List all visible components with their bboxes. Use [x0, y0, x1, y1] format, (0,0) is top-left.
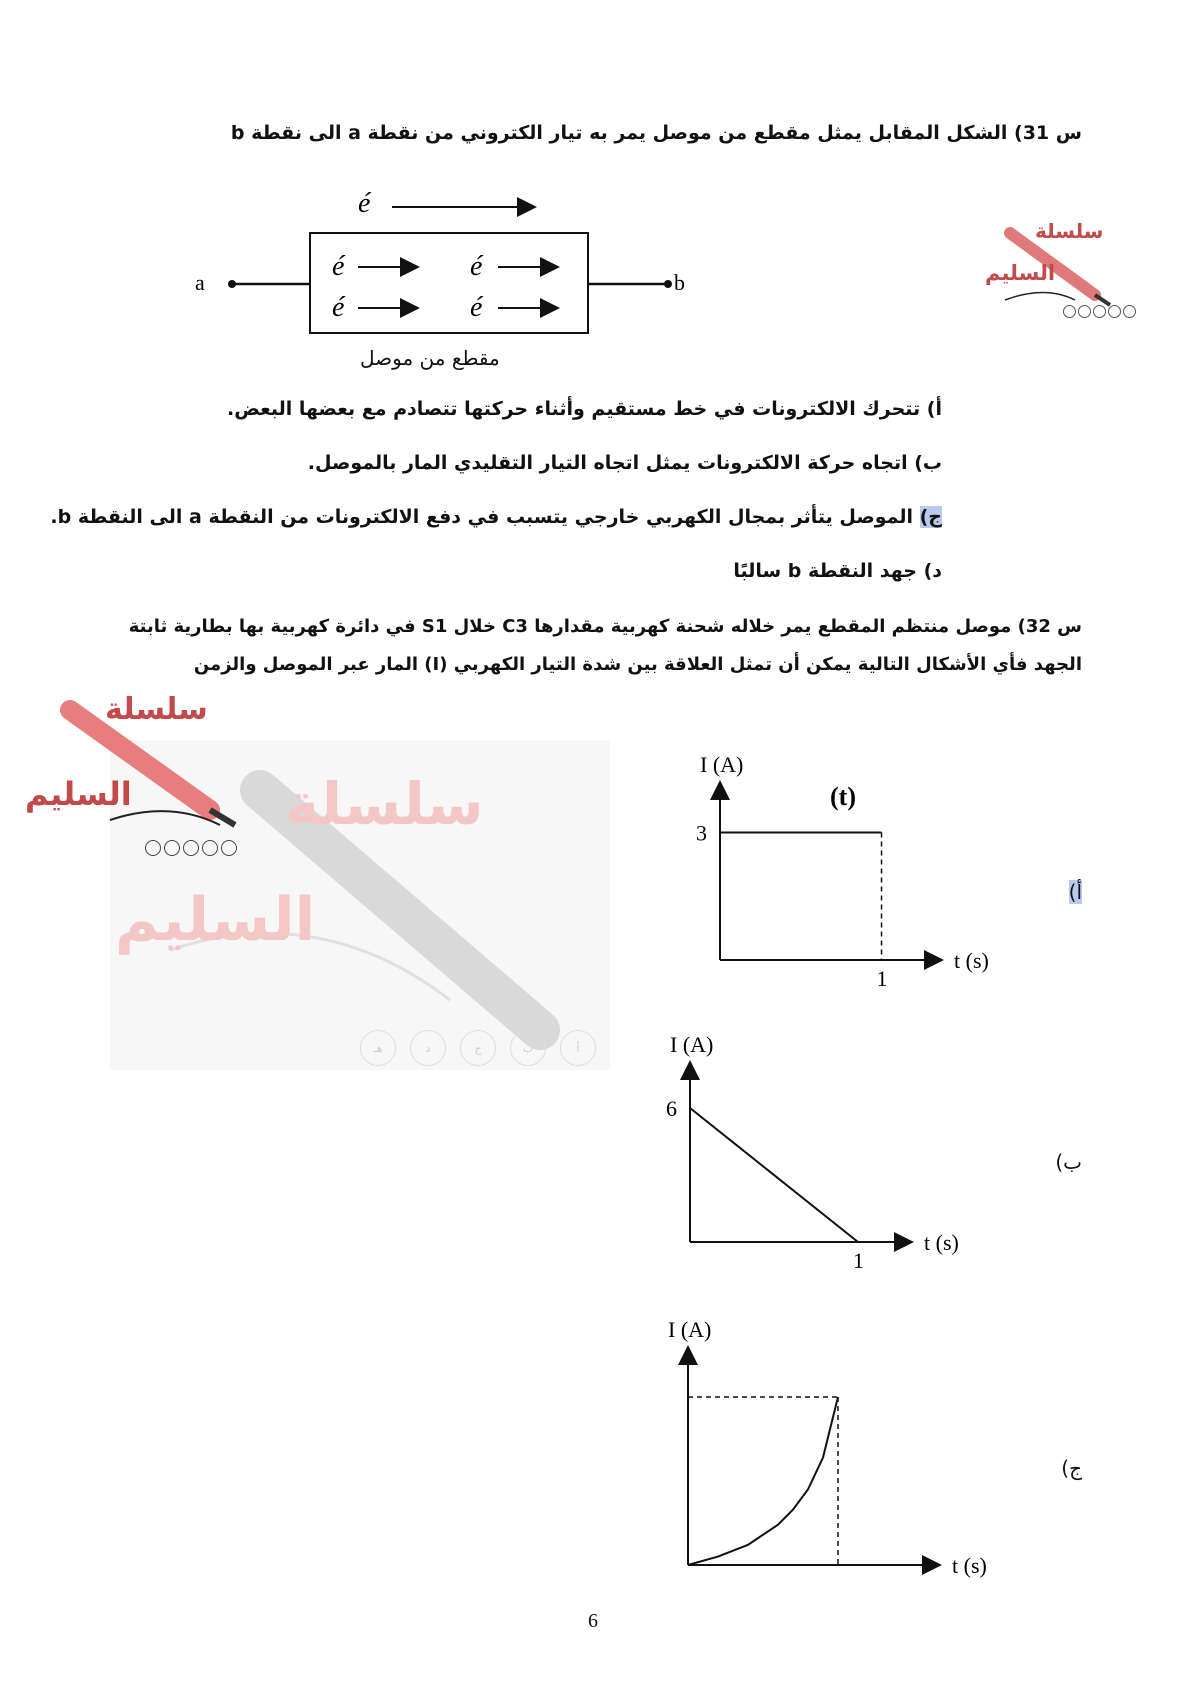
point-b-label: b [674, 270, 685, 295]
option-letter: ب) [914, 452, 942, 474]
watermark-dots-large [360, 1030, 596, 1066]
electron-symbol: é [332, 292, 345, 323]
dot: ب [510, 1030, 546, 1066]
y-axis-label: I (A) [670, 1032, 714, 1057]
q32-line1: س 32) موصل منتظم المقطع يمر خلاله شحنة كهربية مقدارها C3 خلال S1 في دائرة كهربية بها بطارية ثابتة [128, 616, 1082, 637]
watermark [20, 692, 610, 1080]
logo-small-word1: سلسلة [1035, 219, 1104, 243]
option-text: اتجاه حركة الالكترونات يمثل اتجاه التيار التقليدي المار بالموصل. [307, 452, 915, 474]
dot: د [410, 1030, 446, 1066]
conductor-caption: مقطع من موصل [360, 346, 500, 370]
dot [164, 840, 180, 856]
x-axis-label: t (s) [924, 1230, 959, 1255]
graph-option-b [650, 1032, 970, 1300]
logo-small-word2: السليم [985, 261, 1056, 285]
y-axis-label: I (A) [668, 1317, 712, 1342]
conductor-box [310, 233, 588, 333]
q31-option-d[interactable] [733, 560, 942, 582]
q32-line2: الجهد فأي الأشكال التالية يمكن أن تمثل العلاقة بين شدة التيار الكهربي (I) المار عبر الموصل والزمن [193, 654, 1082, 675]
graph-option-c [650, 1317, 990, 1600]
electron-symbol: é [470, 251, 483, 282]
dot: أ [560, 1030, 596, 1066]
x-axis-label: t (s) [952, 1553, 987, 1578]
page-number: 6 [588, 1610, 598, 1632]
dot [202, 840, 218, 856]
y-tick-label: 6 [666, 1095, 677, 1121]
y-tick-label: 3 [696, 820, 707, 846]
watermark-big-word1: سلسلة [285, 770, 484, 838]
option-letter: ج) [919, 506, 942, 528]
q32-option-c-letter[interactable]: ج) [1061, 1456, 1082, 1480]
graph-option-a [680, 752, 1000, 1020]
electron-symbol: é [332, 251, 345, 282]
point-b-dot [664, 280, 672, 288]
option-text: جهد النقطة b سالبًا [733, 560, 924, 582]
electron-symbol: é [470, 292, 483, 323]
q31-option-b[interactable] [308, 452, 942, 474]
dot [221, 840, 237, 856]
watermark-dots-small [145, 840, 237, 856]
data-line [690, 1108, 858, 1242]
logo-small [985, 215, 1135, 325]
q31-option-c[interactable] [50, 506, 942, 528]
watermark-word2: السليم [25, 775, 132, 813]
q31-option-a[interactable] [227, 398, 942, 420]
logo-small-dots [1063, 305, 1136, 318]
option-text: تتحرك الالكترونات في خط مستقيم وأثناء حركتها تتصادم مع بعضها البعض. [226, 398, 927, 420]
x-tick-label: 1 [876, 966, 888, 991]
x-tick-label: 1 [853, 1248, 864, 1273]
q32-option-b-letter[interactable]: ب) [1055, 1150, 1082, 1174]
dot [145, 840, 161, 856]
option-letter: أ) [926, 398, 942, 420]
q32-option-a-letter[interactable]: أ) [1068, 880, 1082, 904]
data-line [688, 1397, 838, 1565]
dot: ج [460, 1030, 496, 1066]
point-a-dot [228, 280, 236, 288]
watermark-big-word2: السليم [115, 885, 316, 955]
watermark-word1: سلسلة [105, 692, 208, 727]
dot [183, 840, 199, 856]
option-letter: د) [923, 560, 942, 582]
electron-symbol-top: é [358, 188, 371, 219]
x-axis-label: t (s) [954, 948, 989, 973]
option-text: الموصل يتأثر بمجال الكهربي خارجي يتسبب في دفع الالكترونات من النقطة a الى النقطة b. [50, 506, 920, 528]
chart-title: (t) [830, 782, 856, 811]
point-a-label: a [195, 270, 205, 295]
y-axis-label: I (A) [700, 752, 744, 777]
dot: هـ [360, 1030, 396, 1066]
q31-stem: س 31) الشكل المقابل يمثل مقطع من موصل يمر به تيار الكتروني من نقطة a الى نقطة b [230, 122, 1082, 144]
